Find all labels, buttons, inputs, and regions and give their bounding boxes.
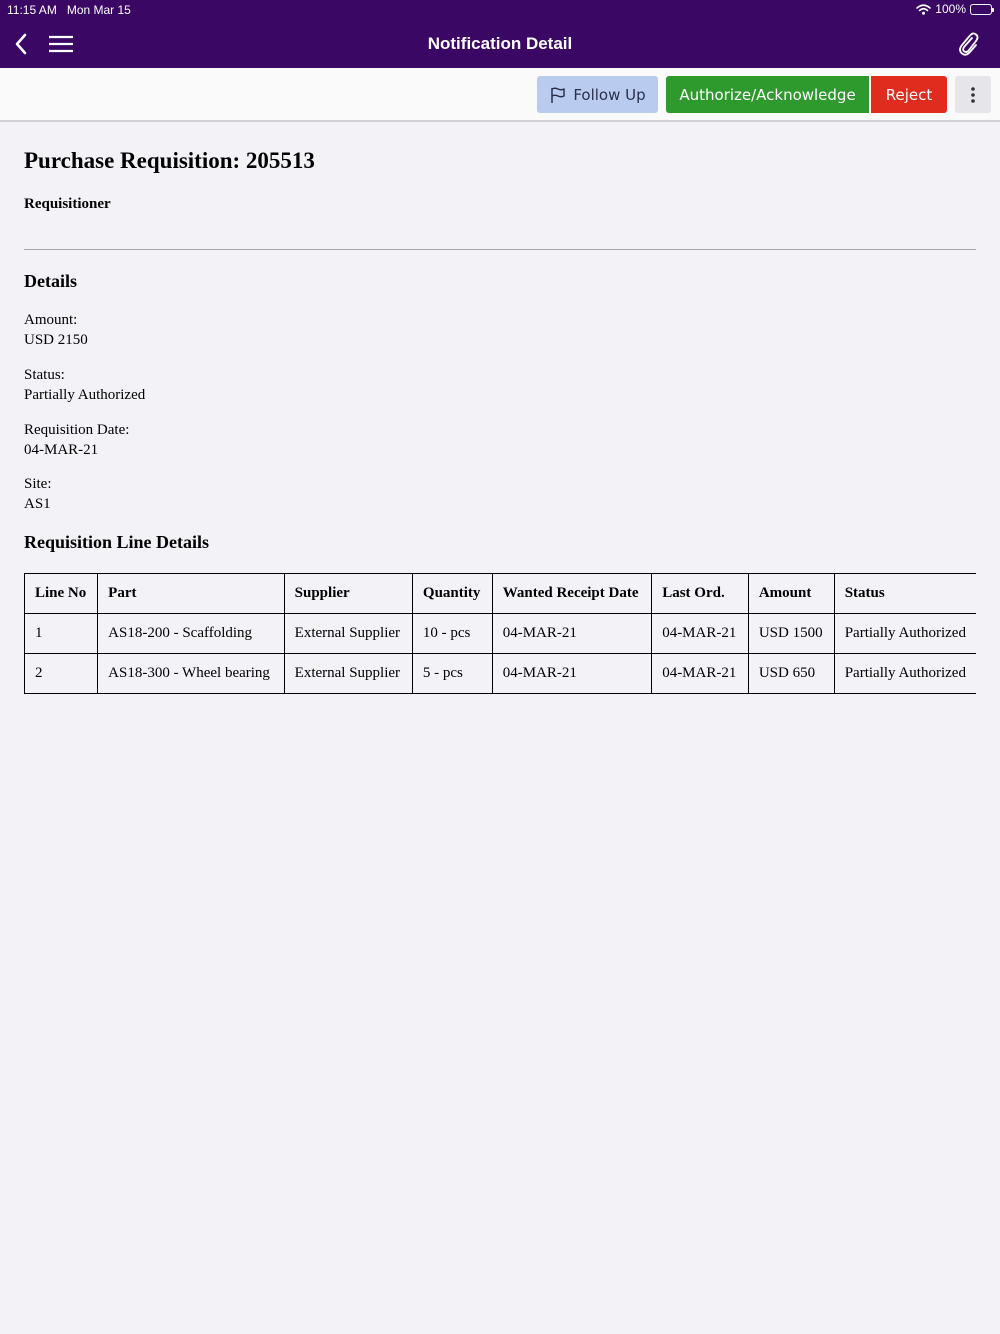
header-quantity: Quantity [412, 574, 492, 614]
table-row [25, 614, 977, 654]
cell-wanted-receipt-date: 04-MAR-21 [492, 654, 651, 694]
follow-up-label: Follow Up [573, 85, 646, 104]
status-indicators [916, 2, 992, 16]
status-date: Mon Mar 15 [66, 3, 131, 17]
field-label: Requisition Date: [24, 422, 130, 438]
attachment-button[interactable] [956, 31, 980, 57]
cell-quantity: 10 - pcs [412, 614, 492, 654]
field-value: USD 2150 [24, 331, 88, 348]
field-label: Amount: [24, 312, 78, 328]
details-heading: Details [24, 271, 77, 291]
action-toolbar [0, 68, 1000, 122]
follow-up-button[interactable] [537, 76, 658, 113]
table-row [25, 654, 977, 694]
battery-percent: 100% [935, 2, 966, 16]
requisition-date-field [24, 421, 129, 460]
status-field [24, 366, 145, 405]
cell-amount: USD 650 [748, 654, 834, 694]
field-label: Site: [24, 476, 52, 492]
field-value: 04-MAR-21 [24, 441, 99, 458]
line-details-table-container[interactable] [24, 573, 976, 694]
flag-icon [549, 86, 567, 104]
more-options-button[interactable] [955, 76, 991, 113]
battery-icon [970, 4, 992, 15]
field-value: AS1 [24, 495, 51, 512]
amount-field [24, 311, 88, 350]
header-amount: Amount [748, 574, 834, 614]
field-label: Status: [24, 367, 65, 383]
page-title: Notification Detail [427, 34, 573, 53]
field-value: Partially Authorized [24, 386, 146, 403]
cell-line-no: 1 [25, 614, 98, 654]
header-part: Part [98, 574, 285, 614]
authorize-acknowledge-button[interactable]: Authorize/Acknowledge [666, 76, 869, 113]
table-header-row [25, 574, 977, 614]
header-wanted-receipt-date: Wanted Receipt Date [492, 574, 651, 614]
cell-wanted-receipt-date: 04-MAR-21 [492, 614, 651, 654]
line-details-heading: Requisition Line Details [24, 532, 210, 552]
cell-part: AS18-200 - Scaffolding [98, 614, 285, 654]
header-last-ord: Last Ord. [652, 574, 749, 614]
cell-amount: USD 1500 [748, 614, 834, 654]
header-status: Status [834, 574, 976, 614]
cell-supplier: External Supplier [284, 614, 412, 654]
requisition-title: Purchase Requisition: 205513 [24, 148, 315, 173]
reject-button[interactable]: Reject [871, 76, 947, 113]
header-supplier: Supplier [284, 574, 412, 614]
status-clock: 11:15 AM [7, 3, 57, 17]
cell-status: Partially Authorized [834, 614, 976, 654]
cell-last-ord: 04-MAR-21 [652, 614, 749, 654]
top-bar [0, 0, 1000, 68]
wifi-icon [916, 4, 931, 15]
cell-quantity: 5 - pcs [412, 654, 492, 694]
cell-status: Partially Authorized [834, 654, 976, 694]
paperclip-icon [956, 31, 980, 57]
cell-supplier: External Supplier [284, 654, 412, 694]
line-details-table [24, 573, 976, 694]
cell-line-no: 2 [25, 654, 98, 694]
header-line-no: Line No [25, 574, 98, 614]
requisitioner-label: Requisitioner [24, 196, 111, 212]
site-field [24, 475, 52, 514]
cell-part: AS18-300 - Wheel bearing [98, 654, 285, 694]
section-divider [24, 249, 976, 250]
cell-last-ord: 04-MAR-21 [652, 654, 749, 694]
status-time [7, 3, 131, 17]
more-vertical-icon [970, 86, 976, 104]
